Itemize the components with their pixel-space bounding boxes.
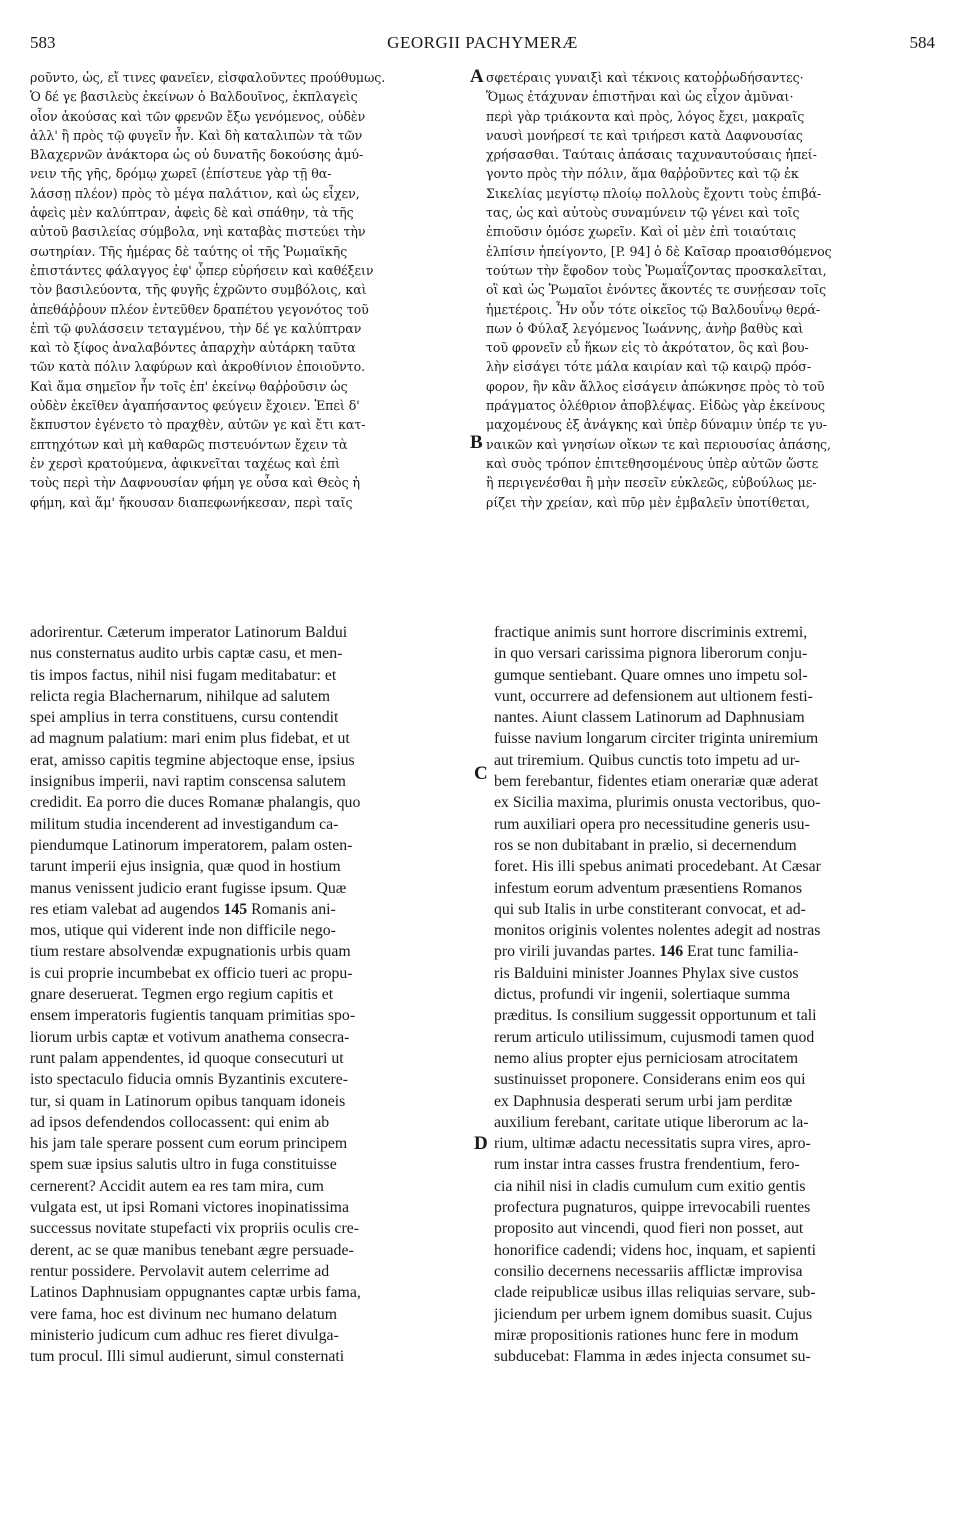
margin-letter-a: A (470, 66, 484, 87)
text-line: bem ferebantur, fidentes etiam onerariæ quæ aderat (494, 773, 819, 791)
text-line: relicta regia Blachernarum, nihilque ad salutem (30, 687, 331, 705)
text-line: ἐν χερσὶ κρατούμενα, ἀφικνεῖται ταχέως καὶ ἐπὶ (30, 455, 340, 471)
text-line: proposito aut vincendi, quod fieri non posset, aut (494, 1220, 804, 1238)
text-line: vulgata est, ut ipsi Romani victores inopinatissima (30, 1199, 349, 1217)
text-line: ρίζει τὴν χρείαν, καὶ πῦρ μὲν ἐμβαλεῖν ὑποτίθεται, (486, 494, 810, 510)
latin-column-left (30, 622, 470, 1367)
text-line: spei amplius in terra constituens, cursu contendit (30, 709, 339, 727)
text-line: fuisse navium longarum circiter triginta uniremium (494, 730, 819, 748)
text-line: μαχομένους ἐξ ἀνάγκης καὶ ὑπὲρ δύναμιν ὑπέρ τε γυ- (486, 417, 827, 433)
text-line: φορον, ἣν κἂν ἄλλος εἰσάγειν ἀπώκνησε πρὸς τὸ τοῦ (486, 378, 825, 394)
text-line: foret. His illi spebus animati procedebant. At Cæsar (494, 858, 821, 876)
margin-letter-c: C (474, 763, 488, 784)
text-line: τοῦ φρονεῖν εὖ ἥκων εἰς τὸ ἀκρότατον, ὃς καὶ βου- (486, 340, 809, 356)
text-line: rium, ultimæ adactu necessitatis supra vires, apro- (494, 1135, 811, 1153)
text-line: ἀπεθάῤῥουν πλέον ἐντεῦθεν δραπέτου γεγονότος τοῦ (30, 301, 369, 317)
text-line: ἡμετέροις. Ἦν οὖν τότε οἰκεῖος τῷ Βαλδουΐνῳ θερά- (486, 301, 821, 317)
text-line: τὸν βασιλεύοντα, τῆς φυγῆς ἐχρῶντο συμβόλοις, καὶ (30, 282, 367, 298)
text-line: αὐτοῦ βασιλείας σύμβολα, νηὶ καταβὰς πιστεύει τὴν (30, 224, 366, 240)
text-line: ἐπὶ τῷ φυλάσσειν τεταγμένου, τὴν δέ γε καλύπτραν (30, 320, 362, 336)
text-line: ex Daphnusia desperati serum urbi jam perditæ (494, 1092, 793, 1110)
text-line: λὴν εἰσάγει τότε μάλα καιρίαν καὶ τῷ καιρῷ πρόσ- (486, 359, 812, 375)
text-line: Ὁ δέ γε βασιλεὺς ἐκείνων ὁ Βαλδουῖνος, ἐκπλαγεὶς (30, 89, 358, 105)
text-line: fractique animis sunt horrore discriminis extremi, (494, 624, 808, 641)
text-line: επτηχότων καὶ μὴ καθαρῶς πιστευόντων ἔχειν τὰ (30, 436, 348, 452)
greek-column-right (486, 68, 935, 512)
text-line: τῶν κατὰ πόλιν λαφύρων καὶ ἀκροθίνιον ἐποιοῦντο. (30, 359, 366, 375)
text-line: erat, amisso capitis tegmine abjectoque ense, ipsius (30, 751, 355, 769)
text-line: mos, utique qui viderent inde non difficile nego- (30, 922, 336, 940)
text-line: ναυσὶ μονήρεσί τε καὶ τριήρεσι κατὰ Δαφνουσίας (486, 127, 803, 143)
text-line: καὶ τὸ ξίφος ἀναλαβόντες ἀπαρχὴν αὐτάρκη ταῦτα (30, 340, 356, 356)
text-line: auxilium ferebant, caritate utique liberorum ac la- (494, 1113, 809, 1131)
text-line: præditus. Is consilium suggessit opportunum et tali (494, 1007, 817, 1025)
text-line: his jam tale sperare possent cum eorum principem (30, 1135, 348, 1153)
text-line: οἳ καὶ ὡς Ῥωμαῖοι ἐνόντες ἄκοντές τε συνῄεσαν τοῖς (486, 282, 827, 298)
text-line: rerum articulo utilissimum, cujusmodi tamen quod (494, 1028, 815, 1046)
text-line: πράγματος ὀλέθριον ἀποβλέψας. Εἰδὼς γὰρ ἐκείνους (486, 398, 825, 414)
text-line: Ὅμως ἐτάχυναν ἐπιστῆναι καὶ ὡς εἶχον ἀμῦναι· (486, 89, 794, 105)
text-line: cia nihil nisi in cladis cumulum cum exitio gentis (494, 1177, 806, 1195)
text-line: in quo versari carissima pignora liberorum conju- (494, 645, 808, 663)
text-line: nantes. Aiunt classem Latinorum ad Daphnusiam (494, 709, 805, 727)
text-line: monitos originis volentes nolentes adegit ad nostras (494, 922, 821, 940)
text-line: pro virili juvandas partes. 146 Erat tunc familia- (494, 943, 799, 961)
text-line: οὐδὲν ἐκεῖθεν ἀγαπήσαντος φεύγειν ἔχοιεν. Ἐπεὶ δ' (30, 398, 360, 414)
text-line: νειν τῆς γῆς, δρόμῳ χωρεῖ (ἐπίστευε γὰρ τῇ θα- (30, 166, 332, 182)
text-line: consilio decernens necessariis afflictæ improvisa (494, 1262, 803, 1280)
margin-letter-b: B (470, 432, 483, 453)
latin-column-right (494, 622, 938, 1367)
text-line: liorum urbis captæ et votivum anathema consecra- (30, 1028, 350, 1046)
text-line: tarunt imperii ejus insignia, quæ quod in hostium (30, 858, 341, 876)
text-line: cernerent? Accidit autem ea res tam mira, cum (30, 1177, 324, 1195)
text-line: λάσσῃ πλέον) πρὸς τὸ μέγα παλάτιον, καὶ ὡς εἶχεν, (30, 185, 360, 201)
text-line: manus venissent judicio erant fugisse ipsum. Quæ (30, 879, 347, 897)
text-line: Latinos Daphnusiam oppugnantes captæ urbis fama, (30, 1284, 361, 1302)
greek-column-left (30, 68, 468, 512)
text-line: οἷον ἀκούσας καὶ τῶν φρενῶν ἔξω γενόμενος, οὐδὲν (30, 108, 366, 124)
text-line: credidit. Ea porro die duces Romanæ phalangis, quo (30, 794, 361, 812)
section-number: 146 (659, 943, 684, 961)
text-line: πων ὁ Φύλαξ λεγόμενος Ἰωάννης, ἀνὴρ βαθὺς καὶ (486, 320, 804, 336)
text-line: τοὺς περὶ τὴν Δαφνουσίαν φήμη γε οὖσα καὶ Θεὸς ἡ (30, 475, 361, 491)
text-line: is cui proprie incumbebat ex officio tueri ac propu- (30, 964, 353, 982)
text-line: ex Sicilia maxima, plurimis onusta vectoribus, quo- (494, 794, 821, 812)
text-line: qui sub Italis in urbe constiterant convocat, et ad- (494, 900, 806, 918)
text-line: ministerio judicum cum adhuc res fieret divulga- (30, 1326, 339, 1344)
text-line: Σικελίας μεγίστῳ πλοίῳ πολλοὺς ἔχοντι τοὺς ἐπιβά- (486, 185, 822, 201)
text-line: rum instar intra casses frustra frendentium, fero- (494, 1156, 800, 1174)
running-header (30, 33, 935, 59)
text-line: piendumque Latinorum imperatorem, palam osten- (30, 836, 353, 854)
text-line: ad magnum palatium: mari enim plus fidebat, et ut (30, 730, 350, 748)
text-line: ad ipsos defendendos collocassent: qui enim ab (30, 1113, 330, 1131)
margin-letter-d: D (474, 1133, 488, 1154)
text-line: ἔκπυστον ἐγένετο τὸ πραχθὲν, αὐτῶν γε καὶ ἔτι κατ- (30, 417, 366, 433)
text-line: χρήσασθαι. Ταύταις ἁπάσαις ταχυναυτούσαις ἠπεί- (486, 147, 817, 163)
text-line: σωτηρίαν. Τῆς ἡμέρας δὲ ταύτης οἱ τῆς Ῥωμαϊκῆς (30, 243, 348, 259)
text-line: nus consternatus audito urbis captæ casu, et men- (30, 645, 343, 663)
text-line: militum studia incenderent ad investigandum ca- (30, 815, 339, 833)
text-line: ἐλπίσιν ἠπείγοντο, [P. 94] ὁ δὲ Καῖσαρ προαισθόμενος (486, 243, 832, 259)
text-line: ἢ περιγενέσθαι ἢ μὴν πεσεῖν εὐκλεῶς, εὐβούλως με- (486, 475, 817, 491)
text-line: derent, ac se quæ manibus tenebant ægre persuade- (30, 1241, 354, 1259)
text-line: ροῦντο, ὡς, εἴ τινες φανεῖεν, εἰσφαλοῦντες προύθυμως. (30, 70, 386, 85)
text-line: φήμη, καὶ ἅμ' ἤκουσαν διαπεφωνήκεσαν, περὶ ταῖς (30, 494, 353, 510)
text-line: tium restare absolvendæ expugnationis urbis quam (30, 943, 351, 961)
text-line: περὶ γὰρ τριάκοντα καὶ πρὸς, λόγος ἔχει, μακραῖς (486, 108, 805, 124)
text-line: honorifice cadendi; videns hoc, inquam, et sapienti (494, 1241, 816, 1259)
text-line: ros se non dubitabant in prælio, si decernendum (494, 836, 797, 854)
text-line: tur, si quam in Latinorum opibus tanquam idoneis (30, 1092, 346, 1110)
text-line: aut triremium. Quibus cunctis toto impetu ad ur- (494, 751, 800, 769)
text-line: miræ propositionis rationes hunc fere in modum (494, 1326, 799, 1344)
text-line: infestum eorum adventum præsentiens Romanos (494, 879, 802, 897)
page-number-right: 584 (909, 33, 935, 52)
text-line: sustinuisset proponere. Considerans enim eos qui (494, 1071, 806, 1089)
text-line: ris Balduini minister Joannes Phylax sive custos (494, 964, 799, 982)
text-line: jiciendum per urbem ignem domibus suasit. Cujus (494, 1305, 813, 1323)
text-line: γοντο πρὸς τὴν πόλιν, ἅμα θαῤῥοῦντες καὶ τῷ ἐκ (486, 166, 799, 182)
text-line: tis impos factus, nihil nisi fugam meditabatur: et (30, 666, 337, 684)
text-line: Βλαχερνῶν ἀνάκτορα ὡς οὐ δυνατῆς δοκούσης ἀμύ- (30, 147, 364, 163)
text-line: vunt, occurrere ad defensionem aut ultionem festi- (494, 687, 813, 705)
text-line: ἐπιοῦσιν ὁμόσε χωρεῖν. Καὶ οἱ μὲν ἐπὶ τοιαύταις (486, 224, 797, 240)
running-title: GEORGII PACHYMERÆ (387, 33, 578, 52)
text-line: spem suæ ipsius salutis ultro in fuga constituisse (30, 1156, 337, 1174)
text-line: adorirentur. Cæterum imperator Latinorum Baldui (30, 624, 348, 641)
text-line: τούτων τὴν ἔφοδον τοὺς Ῥωμαΐζοντας προσκαλεῖται, (486, 262, 827, 278)
text-line: ensem imperatoris fugientis tanquam primitias spo- (30, 1007, 356, 1025)
text-line: clade reipublicæ usibus illas reliquias servare, sub- (494, 1284, 816, 1302)
section-number: 145 (223, 900, 248, 918)
text-line: Καὶ ἅμα σημεῖον ἦν τοῖς ἐπ' ἐκείνῳ θαῤῥοῦσιν ὡς (30, 378, 348, 394)
text-line: nemo alius propter ejus perniciosam atrocitatem (494, 1049, 798, 1067)
text-line: rentur possidere. Pervolavit autem celerrime ad (30, 1262, 330, 1280)
text-line: gnare deseruerat. Tegmen ergo regium capitis et (30, 986, 334, 1004)
text-line: profectura pugnaturos, quippe irrevocabili ruentes (494, 1199, 811, 1217)
text-line: dictus, profundi vir ingenii, solertiaque summa (494, 986, 791, 1004)
text-line: successus novitate stupefacti vix propriis oculis cre- (30, 1220, 360, 1238)
text-line: isto spectaculo fiducia omnis Byzantinis excutere- (30, 1071, 349, 1089)
text-line: res etiam valebat ad augendos 145 Romanis ani- (30, 900, 336, 918)
text-line: τας, ὡς καὶ αὐτοὺς συναμύνειν τῷ γένει καὶ τοῖς (486, 205, 800, 221)
page-number-left: 583 (30, 33, 56, 52)
text-line: tum procul. Illi simul audierunt, simul consternati (30, 1348, 345, 1366)
text-line: gumque sentiebant. Quare omnes uno impetu sol- (494, 666, 808, 684)
text-line: ἀφεὶς μὲν καλύπτραν, ἀφεὶς δὲ καὶ σπάθην, τὰ τῆς (30, 205, 354, 221)
text-line: runt palam appendentes, id quoque consecuturi ut (30, 1049, 344, 1067)
text-line: vere fama, hoc est divinum nec humano delatum (30, 1305, 338, 1323)
text-line: ἐπιστάντες φάλαγγος ἐφ' ᾧπερ εὑρήσειν καὶ καθέξειν (30, 262, 374, 278)
text-line: ναικῶν καὶ γνησίων οἴκων τε καὶ περιουσίας ἁπάσης, (486, 436, 831, 452)
text-line: καὶ συὸς τρόπον ἐπιτεθησομένους ὑπὲρ αὐτῶν ὥστε (486, 455, 819, 471)
text-line: insignibus imperii, navi raptim conscensa salutem (30, 773, 346, 791)
text-line: rum auxiliari opera pro necessitudine generis usu- (494, 815, 810, 833)
text-line: σφετέραις γυναιξὶ καὶ τέκνοις κατοῤῥωδήσαντες· (486, 70, 804, 85)
text-line: ἀλλ' ἢ πρὸς τῷ φυγεῖν ἦν. Καὶ δὴ καταλιπὼν τὰ τῶν (30, 127, 363, 143)
text-line: subducebat: Flamma in ædes injecta consumet su- (494, 1348, 811, 1366)
